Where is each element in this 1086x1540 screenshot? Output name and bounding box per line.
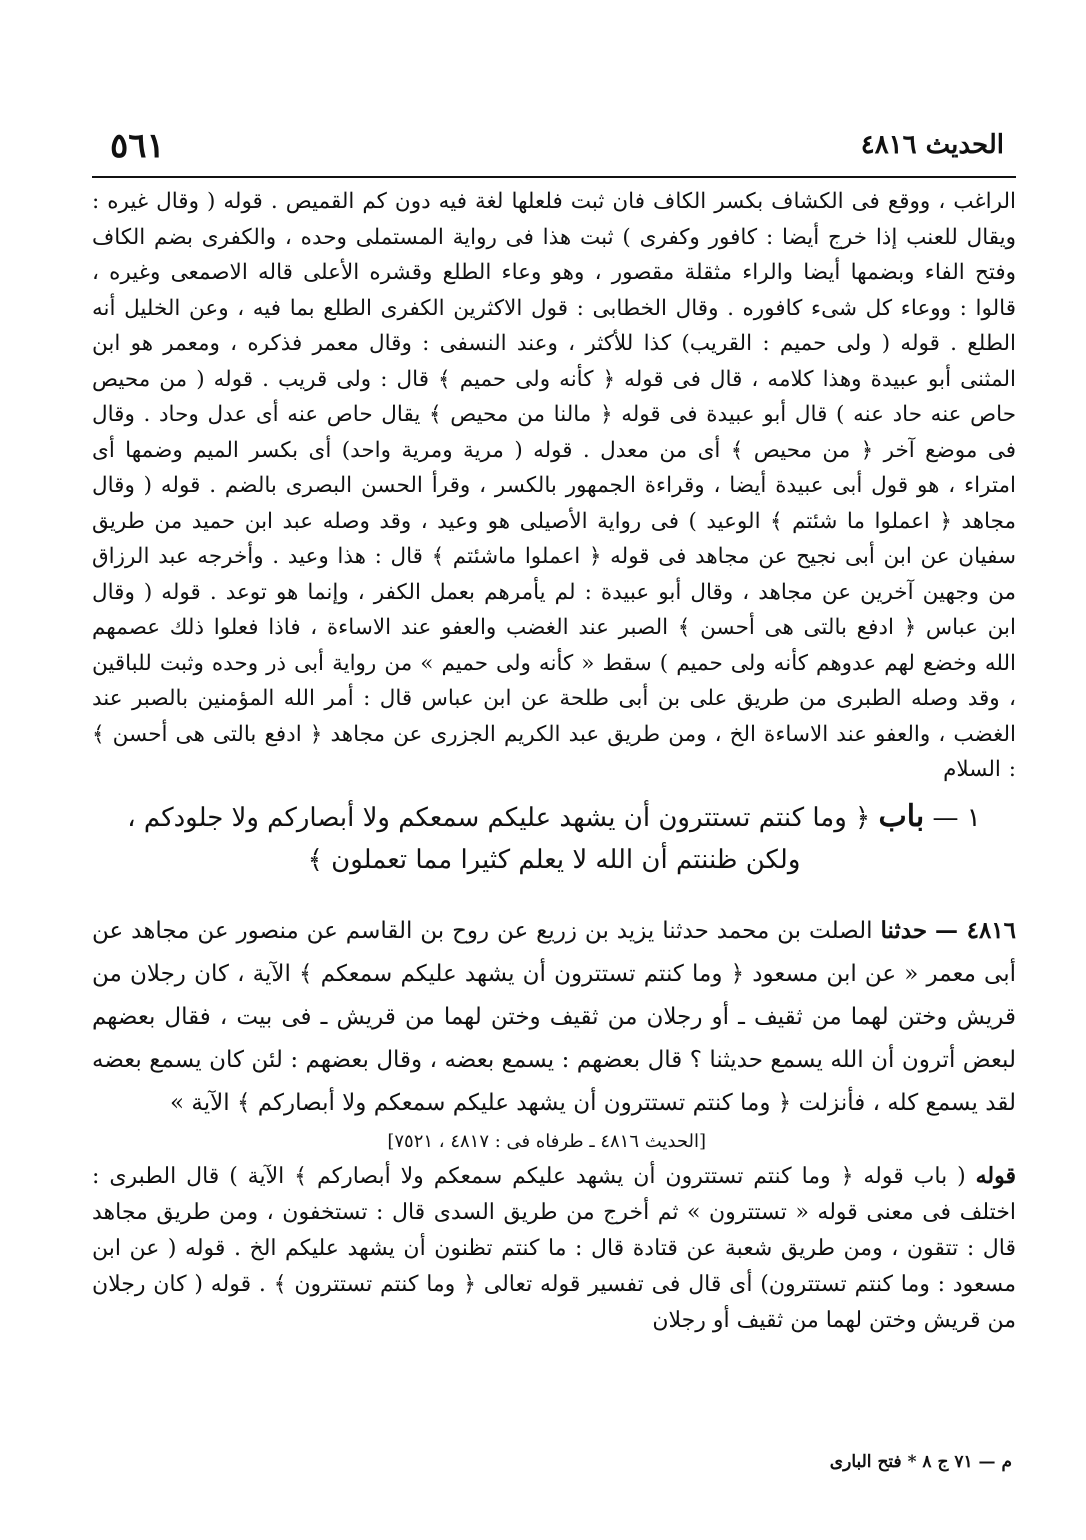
chapter-heading <box>92 796 1016 881</box>
hadith-text-block <box>92 909 1016 1125</box>
commentary-keyword: قوله <box>975 1162 1016 1189</box>
page-number: ٥٦١ <box>110 126 165 166</box>
chapter-title-line-2: ولكن ظننتم أن الله لا يعلم كثيرا مما تعملون ﴾ <box>307 844 801 875</box>
book-page <box>92 120 1016 1500</box>
page-header <box>92 120 1016 178</box>
hadith-cross-reference: [الحديث ٤٨١٦ ـ طرفاه فى : ٤٨١٧ ، ٧٥٢١] <box>387 1130 706 1152</box>
hadith-haddathana: حدثنا <box>880 916 928 944</box>
printer-signature: م — ٧١ ج ٨ * فتح البارى <box>829 1452 1012 1472</box>
top-commentary: الراغب ، ووقع فى الكشاف بكسر الكاف فان ثبت فلعلها لغة فيه دون كم القميص . قوله ( وقال غيره : ويقال للعنب إذا خرج أيضا : كافور وكفرى ) ثبت هذا فى رواية المستملى وحده ، والكفرى بضم الكاف وفتح الفاء وبضمها أيضا والراء مثقلة مقصور ، وهو وعاء الطلع وقشره الأعلى قاله الاصمعى وغيره ، قالوا : ووعاء كل شىء كافوره . وقال الخطابى : قول الاكثرين الكفرى الطلع بما فيه ، وعن الخليل أنه الطلع . قوله ( ولى حميم : القريب) كذا للأكثر ، وعند النسفى : وقال معمر فذكره ، ومعمر هو ابن المثنى أبو عبيدة وهذا كلامه ، قال فى قوله ﴿ كأنه ولى حميم ﴾ قال : ولى قريب . قوله ( من محيص حاص عنه حاد عنه ) قال أبو عبيدة فى قوله ﴿ مالنا من محيص ﴾ يقال حاص عنه أى عدل وحاد . وقال فى موضع آخر ﴿ من محيص ﴾ أى من معدل . قوله ( مرية ومرية واحد) أى بكسر الميم وضمها أى امتراء ، هو قول أبى عبيدة أيضا ، وقراءة الجمهور بالكسر ، وقرأ الحسن البصرى بالضم . قوله ( وقال مجاهد ﴿ اعملوا ما شئتم ﴾ الوعيد ) فى رواية الأصيلى هو وعيد ، وقد وصله عبد ابن حميد من طريق سفيان عن ابن أبى نجيح عن مجاهد فى قوله ﴿ اعملوا ماشئتم ﴾ قال : هذا وعيد . وأخرجه عبد الرزاق من وجهين آخرين عن مجاهد ، وقال أبو عبيدة : لم يأمرهم بعمل الكفر ، وإنما هو توعد . قوله ( وقال ابن عباس ﴿ ادفع بالتى هى أحسن ﴾ الصبر عند الغضب والعفو عند الاساءة ، فاذا فعلوا ذلك عصمهم الله وخضع لهم عدوهم كأنه ولى حميم ) سقط « كأنه ولى حميم » من رواية أبى ذر وحده وثبت للباقين ، وقد وصله الطبرى من طريق على بن أبى طلحة عن ابن عباس قال : أمر الله المؤمنين بالصبر عند الغضب ، والعفو عند الاساءة الخ ، ومن طريق عبد الكريم الجزرى عن مجاهد ﴿ ادفع بالتى هى أحسن ﴾ : السلام <box>92 189 1016 782</box>
chapter-label: باب <box>878 798 925 834</box>
commentary-body: ( باب قوله ﴿ وما كنتم تستترون أن يشهد عليكم سمعكم ولا أبصاركم ﴾ الآية ) قال الطبرى : اختلف فى معنى قوله « تستترون » ثم أخرج من طريق السدى قال : تستخفون ، ومن طريق مجاهد قال : تتقون ، ومن طريق شعبة عن قتادة قال : ما كنتم تظنون أن يشهد عليكم الخ . قوله ( عن ابن مسعود : وما كنتم تستترون) أى قال فى تفسير قوله تعالى ﴿ وما كنتم تستترون ﴾ . قوله ( كان رجلان من قريش وختن لهما من ثقيف أو رجلان <box>92 1163 1016 1333</box>
hadith-reference: الحديث ٤٨١٦ <box>860 130 1004 160</box>
bottom-commentary <box>92 1158 1016 1339</box>
chapter-title-line-1: ﴿ وما كنتم تستترون أن يشهد عليكم سمعكم ولا أبصاركم ولا جلودكم ، <box>127 802 871 833</box>
hadith-number: ٤٨١٦ — <box>934 916 1017 944</box>
chapter-number: ١ — <box>932 802 981 833</box>
hadith-body: الصلت بن محمد حدثنا يزيد بن زريع عن روح بن القاسم عن منصور عن مجاهد عن أبى معمر « عن ابن مسعود ﴿ وما كنتم تستترون أن يشهد عليكم سمعكم ﴾ الآية ، كان رجلان من قريش وختن لهما من ثقيف ـ أو رجلان من ثقيف وختن لهما من قريش ـ فى بيت ، فقال بعضهم لبعض أترون أن الله يسمع حديثنا ؟ قال بعضهم : يسمع بعضه ، وقال بعضهم : لئن كان يسمع بعضه لقد يسمع كله ، فأنزلت ﴿ وما كنتم تستترون أن يشهد عليكم سمعكم ولا أبصاركم ﴾ الآية » <box>92 917 1016 1116</box>
